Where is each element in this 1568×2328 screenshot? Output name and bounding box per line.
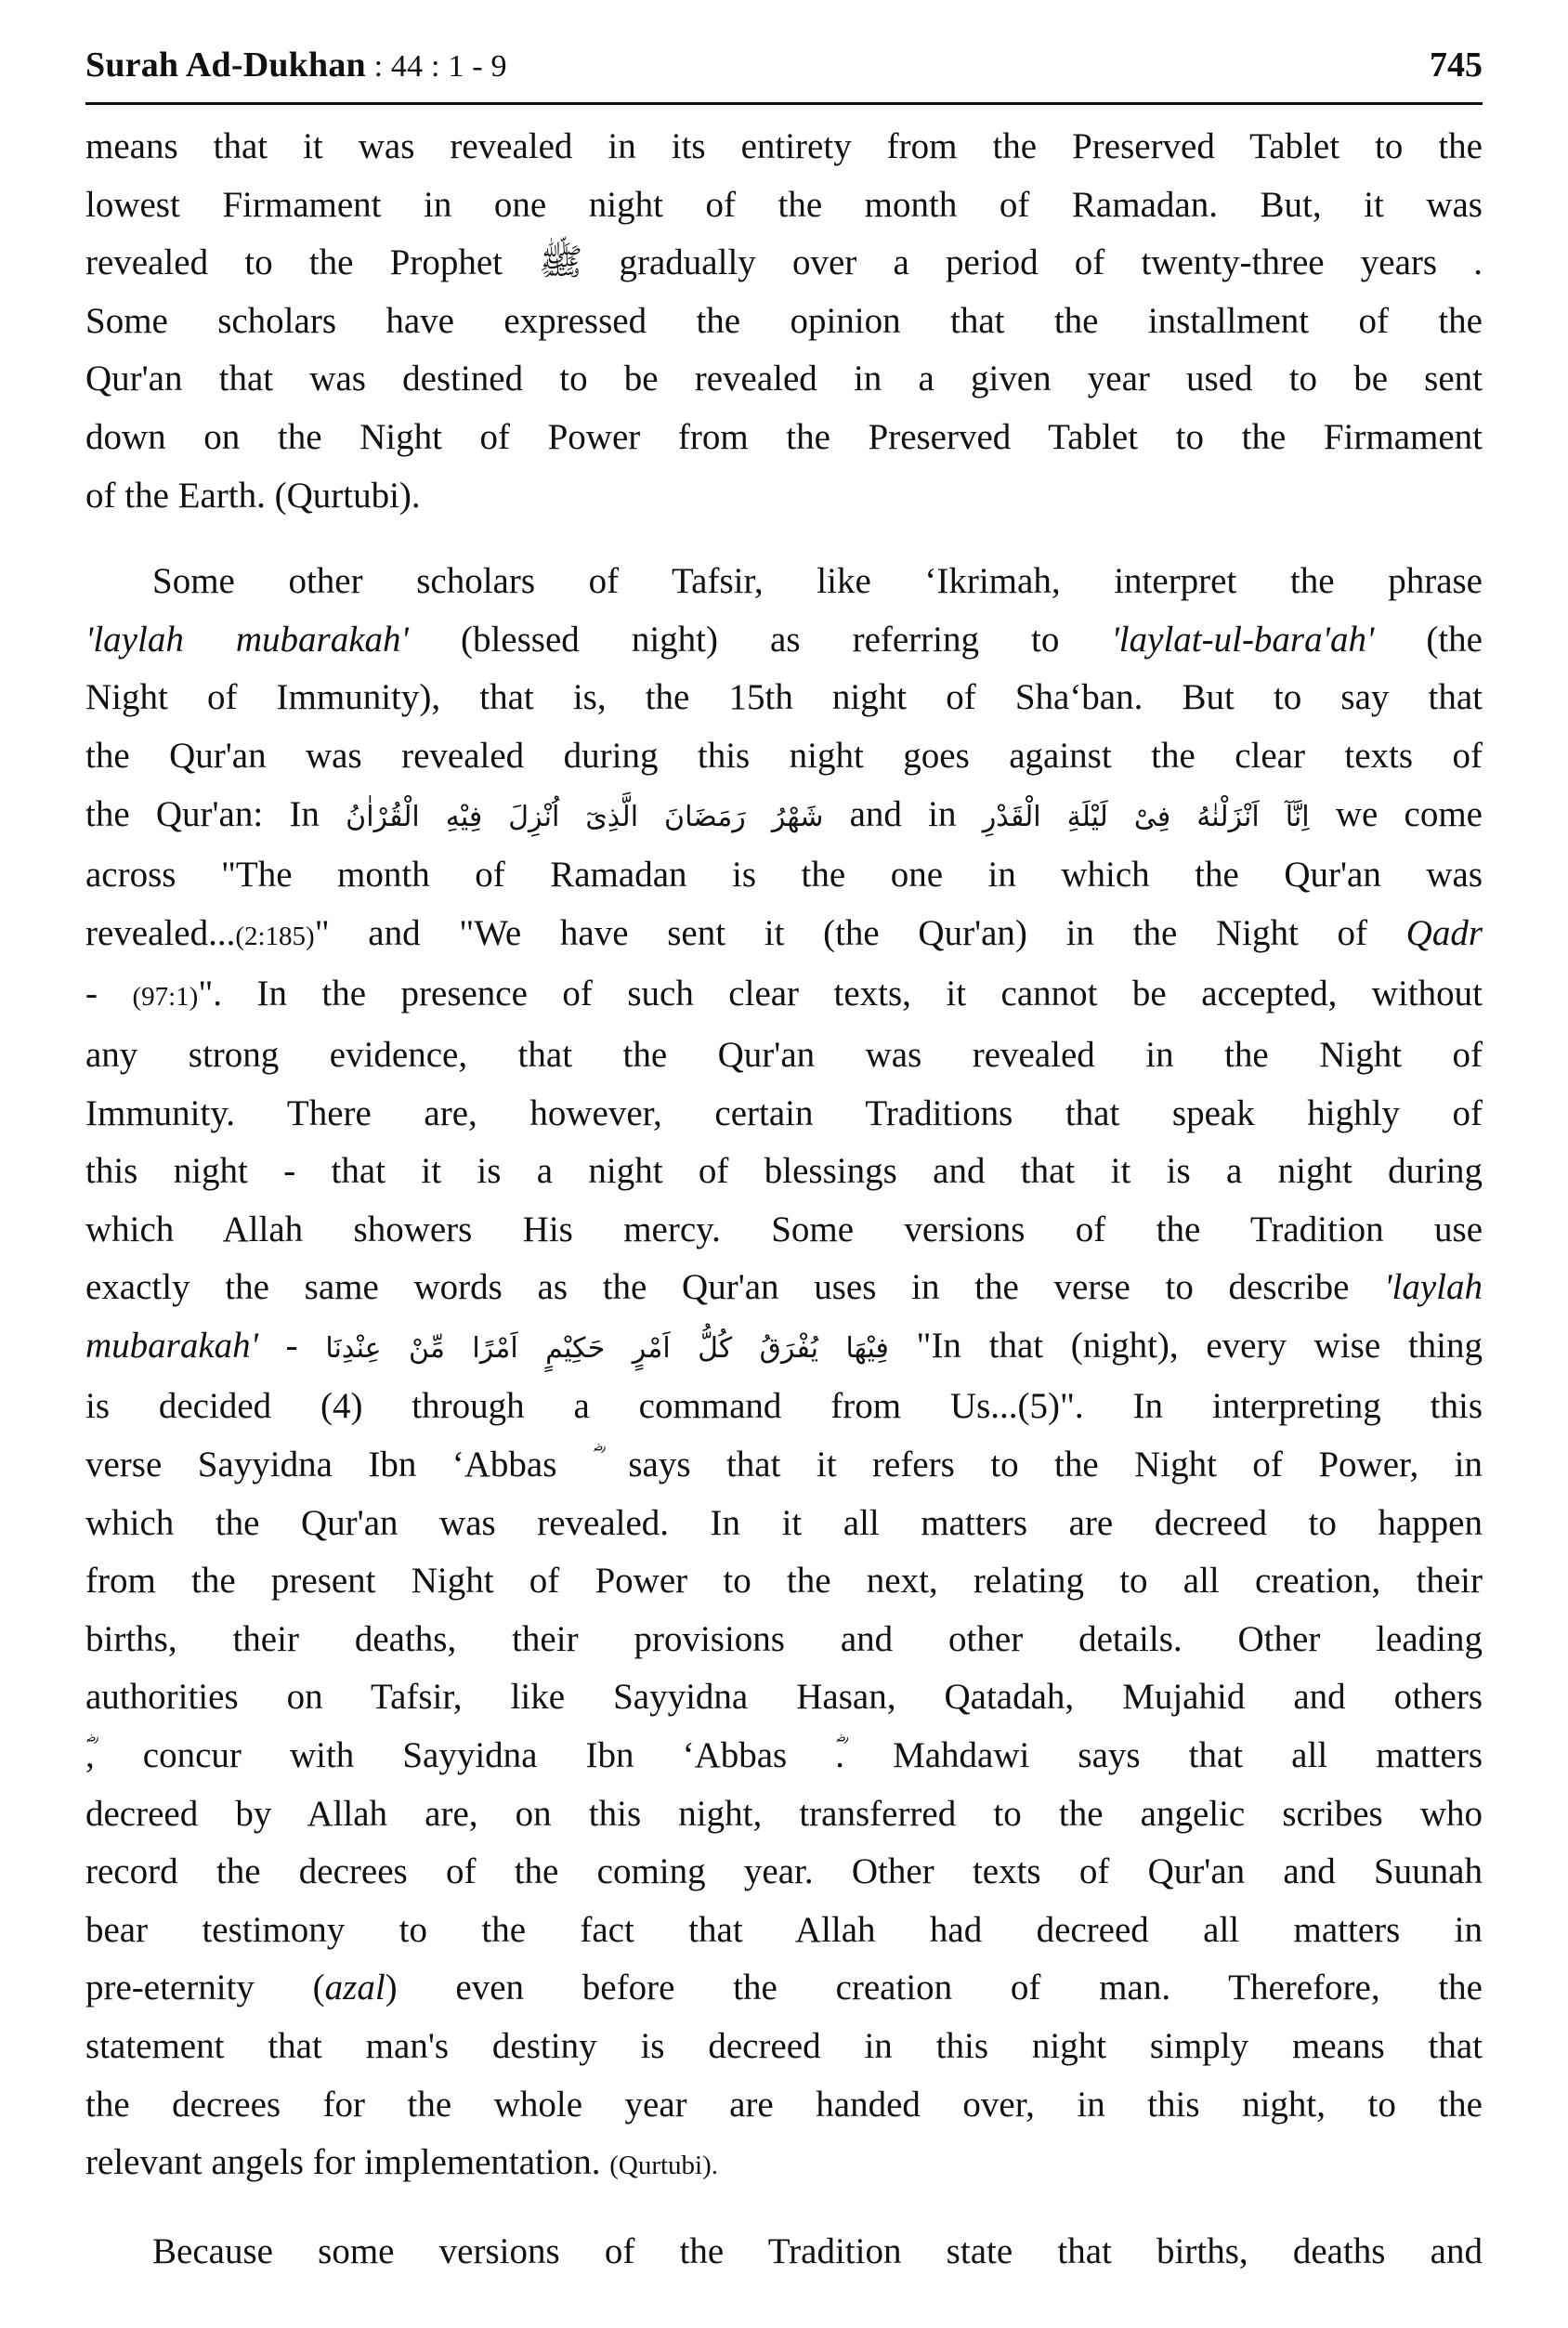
text-line: ؓ, concur with Sayyidna Ibn ‘Abbas ؓ. Mahdawi says that all matters [85,1735,1483,1776]
page-header [85,45,1483,105]
transliteration: 'laylat-ul-bara'ah' [1111,619,1375,660]
transliteration: azal [324,1968,385,2008]
text-line: Night of Immunity), that is, the 15th night of Sha‘ban. But to say that [85,677,1483,718]
verse-reference: : 44 : 1 - 9 [365,49,507,84]
surah-name: Surah Ad-Dukhan [85,46,366,85]
paragraph-1 [85,118,1483,525]
text-line: Qur'an that was destined to be revealed in a given year used to be sent [85,359,1483,399]
text-line: the decrees for the whole year are handed over, in this night, to the [85,2084,1483,2125]
text-line [85,611,1483,670]
text-run: relevant angels for implementation. [85,2142,610,2183]
text-run: revealed... [85,912,236,953]
text-line [85,965,1483,1027]
running-title [85,45,507,85]
text-line [85,1317,1483,1379]
text-line: bear testimony to the fact that Allah had decreed all matters in [85,1909,1483,1950]
text-line [85,1259,1483,1317]
text-line: this night - that it is a night of blessings and that it is a night during [85,1151,1483,1192]
text-line: Because some versions of the Tradition state that births, deaths and [152,2230,1483,2271]
text-line: decreed by Allah are, on this night, transferred to the angelic scribes who [85,1793,1483,1834]
citation: (97:1) [132,982,199,1013]
text-run: we come [1309,793,1483,834]
transliteration: Qadr [1405,912,1483,953]
text-run: (blessed night) as referring to [408,619,1112,660]
text-run: ". In the presence of such clear texts, it cannot be accepted, without [198,974,1483,1014]
text-line: births, their deaths, their provisions and other details. Other leading [85,1618,1483,1659]
text-line: Some scholars have expressed the opinion that the installment of the [85,300,1483,341]
page-number: 745 [1430,46,1483,85]
text-line: record the decrees of the coming year. Other texts of Qur'an and Suunah [85,1851,1483,1892]
text-line: statement that man's destiny is decreed in this night simply means that [85,2026,1483,2066]
text-line: down on the Night of Power from the Preserved Tablet to the Firmament [85,416,1483,457]
paragraph-3 [85,2223,1483,2282]
text-line: any strong evidence, that the Qur'an was revealed in the Night of [85,1034,1483,1075]
text-line: authorities on Tafsir, like Sayyidna Hasan, Qatadah, Mujahid and others [85,1677,1483,1718]
arabic-verse: فِيْهَا يُفْرَقُ كُلُّ اَمْرٍ حَكِيْمٍ اَمْرًا مِّنْ عِنْدِنَا [325,1331,889,1365]
text-line: revealed to the Prophet ﷺ gradually over a period of twenty-three years . [85,242,1483,283]
text-line: lowest Firmament in one night of the month of Ramadan. But, it was [85,184,1483,225]
text-run: ) even before the creation of man. Therefore, the [385,1968,1483,2008]
paragraph-2 [85,553,1483,2195]
arabic-verse: اِنَّآ اَنْزَلْنٰهُ فِىْ لَيْلَةِ الْقَدْرِ [982,800,1310,833]
document-page [85,45,1483,2281]
text-run: (the [1374,619,1483,660]
text-run: - [85,974,133,1014]
text-run: " and "We have sent it (the Qur'an) in the Night of [314,912,1406,953]
text-line [85,786,1483,847]
text-run: "In that (night), every wise thing [888,1325,1483,1366]
transliteration: 'laylah [1384,1267,1483,1308]
text-line [85,1959,1483,2018]
text-line: across "The month of Ramadan is the one in which the Qur'an was [85,855,1483,896]
text-line: verse Sayyidna Ibn ‘Abbas ؓ says that it refers to the Night of Power, in [85,1445,1483,1485]
text-run: exactly the same words as the Qur'an uses in the verse to describe [85,1267,1385,1308]
text-line: which the Qur'an was revealed. In it all matters are decreed to happen [85,1502,1483,1543]
text-line: from the present Night of Power to the next, relating to all creation, their [85,1561,1483,1602]
text-run: pre-eternity ( [85,1968,325,2008]
citation: (2:185) [235,921,315,951]
text-line [85,2134,1483,2195]
text-run: the Qur'an: In [85,793,346,834]
citation: (Qurtubi). [609,2151,719,2181]
transliteration: 'laylah mubarakah' [85,619,409,660]
transliteration: mubarakah' [85,1325,258,1366]
arabic-verse: شَهْرُ رَمَضَانَ الَّذِىٓ اُنْزِلَ فِيْهِ الْقُرْاٰنُ [346,800,824,833]
text-line: is decided (4) through a command from Us...(5)". In interpreting this [85,1386,1483,1427]
text-line: means that it was revealed in its entirety from the Preserved Tablet to the [85,126,1483,166]
text-line [85,905,1483,966]
text-line: Immunity. There are, however, certain Traditions that speak highly of [85,1092,1483,1133]
text-line: Some other scholars of Tafsir, like ‘Ikrimah, interpret the phrase [152,561,1483,602]
text-line: of the Earth. (Qurtubi). [85,475,421,516]
text-line: which Allah showers His mercy. Some versions of the Tradition use [85,1209,1483,1249]
text-run: - [258,1325,326,1366]
text-line: the Qur'an was revealed during this night goes against the clear texts of [85,735,1483,776]
text-run: and in [823,793,983,834]
